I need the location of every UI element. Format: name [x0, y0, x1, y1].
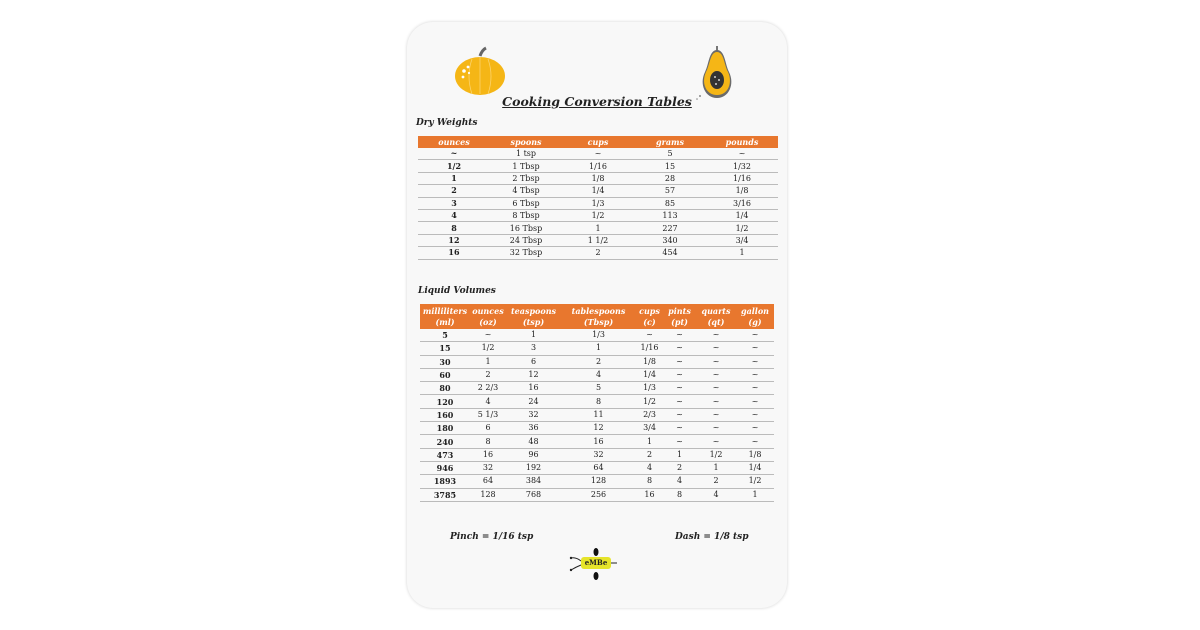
table-cell: ~ — [696, 395, 736, 408]
table-cell: 28 — [634, 172, 706, 184]
table-cell: 227 — [634, 222, 706, 234]
table-cell: 32 — [470, 461, 506, 474]
table-cell: 64 — [561, 461, 636, 474]
table-cell: 57 — [634, 185, 706, 197]
table-cell: ~ — [636, 329, 663, 342]
table-cell: 2 — [663, 461, 696, 474]
table-cell: 80 — [420, 382, 470, 395]
table-cell: ~ — [562, 148, 634, 160]
table-cell: 32 Tbsp — [490, 247, 562, 259]
table-row — [420, 488, 774, 501]
column-header — [696, 304, 736, 329]
dry-weights-heading: Dry Weights — [416, 118, 478, 128]
table-cell: 16 — [418, 247, 490, 259]
table-cell: 8 Tbsp — [490, 209, 562, 221]
column-header-unit: (qt) — [707, 316, 725, 327]
table-cell: 1/2 — [418, 160, 490, 172]
table-cell: 6 Tbsp — [490, 197, 562, 209]
table-cell: 36 — [506, 422, 561, 435]
column-header: grams — [634, 136, 706, 148]
column-header-name: ounces — [472, 305, 504, 316]
table-cell: 454 — [634, 247, 706, 259]
column-header-unit: (oz) — [479, 316, 497, 327]
table-cell: 2 Tbsp — [490, 172, 562, 184]
liquid-volumes-heading: Liquid Volumes — [418, 286, 496, 296]
table-cell: ~ — [696, 422, 736, 435]
table-cell: 113 — [634, 209, 706, 221]
dry-weights-table — [418, 136, 778, 260]
table-cell: 2 — [561, 355, 636, 368]
column-header: pounds — [706, 136, 778, 148]
table-cell: 2 — [470, 368, 506, 381]
table-cell: ~ — [736, 435, 774, 448]
table-cell: 1/4 — [706, 209, 778, 221]
table-cell: 4 — [561, 368, 636, 381]
column-header — [663, 304, 696, 329]
table-cell: 6 — [506, 355, 561, 368]
column-header: spoons — [490, 136, 562, 148]
table-cell: 1/2 — [696, 448, 736, 461]
table-cell: 946 — [420, 461, 470, 474]
table-row — [420, 395, 774, 408]
table-cell: ~ — [696, 435, 736, 448]
table-cell: 8 — [470, 435, 506, 448]
table-cell: 2 — [636, 448, 663, 461]
table-cell: ~ — [663, 355, 696, 368]
table-row — [420, 382, 774, 395]
column-header-name: gallon — [740, 305, 769, 316]
table-cell: 16 Tbsp — [490, 222, 562, 234]
table-cell: 16 — [470, 448, 506, 461]
column-header-unit: (pt) — [671, 316, 688, 327]
table-cell: 1/2 — [706, 222, 778, 234]
table-cell: 4 — [470, 395, 506, 408]
table-cell: 2 — [696, 475, 736, 488]
table-cell: ~ — [696, 329, 736, 342]
table-cell: 85 — [634, 197, 706, 209]
table-cell: 4 — [636, 461, 663, 474]
table-cell: 128 — [470, 488, 506, 501]
table-cell: 8 — [636, 475, 663, 488]
table-cell: ~ — [663, 342, 696, 355]
table-cell: 64 — [470, 475, 506, 488]
table-cell: ~ — [696, 408, 736, 421]
table-cell: 3 — [506, 342, 561, 355]
table-cell: ~ — [736, 408, 774, 421]
table-row — [418, 234, 778, 246]
table-cell: ~ — [736, 329, 774, 342]
table-cell: ~ — [696, 382, 736, 395]
table-cell: 3/4 — [706, 234, 778, 246]
table-cell: 128 — [561, 475, 636, 488]
dash-note: Dash = 1/8 tsp — [675, 532, 749, 542]
table-cell: 1/2 — [736, 475, 774, 488]
table-cell: 1/32 — [706, 160, 778, 172]
table-cell: 8 — [663, 488, 696, 501]
table-cell: 4 — [696, 488, 736, 501]
table-cell: 1/16 — [706, 172, 778, 184]
column-header-unit: (tsp) — [522, 316, 545, 327]
table-cell: ~ — [696, 368, 736, 381]
table-cell: 1/4 — [636, 368, 663, 381]
column-header-name: quarts — [701, 305, 731, 316]
table-cell: 32 — [506, 408, 561, 421]
column-header-unit: (g) — [748, 316, 762, 327]
table-cell: 30 — [420, 355, 470, 368]
table-cell: 5 — [561, 382, 636, 395]
table-cell: 1/8 — [636, 355, 663, 368]
column-header-name: cups — [639, 305, 660, 316]
table-cell: ~ — [663, 329, 696, 342]
table-cell: 15 — [420, 342, 470, 355]
column-header — [636, 304, 663, 329]
liquid-volumes-table — [420, 304, 774, 502]
table-cell: 340 — [634, 234, 706, 246]
table-cell: 11 — [561, 408, 636, 421]
table-cell: ~ — [706, 148, 778, 160]
table-cell: 4 — [663, 475, 696, 488]
table-cell: ~ — [736, 382, 774, 395]
table-cell: 5 — [420, 329, 470, 342]
logo-text: eMBe — [581, 557, 611, 569]
column-header — [420, 304, 470, 329]
table-row — [418, 209, 778, 221]
column-header-name: teaspoons — [510, 305, 557, 316]
table-row — [420, 475, 774, 488]
table-cell: 1 — [736, 488, 774, 501]
column-header: ounces — [418, 136, 490, 148]
table-row — [418, 160, 778, 172]
table-cell: 1 — [562, 222, 634, 234]
table-cell: 3/4 — [636, 422, 663, 435]
table-cell: 1/8 — [706, 185, 778, 197]
table-row — [420, 448, 774, 461]
table-cell: 12 — [418, 234, 490, 246]
table-cell: ~ — [418, 148, 490, 160]
table-cell: 1/8 — [736, 448, 774, 461]
table-cell: 120 — [420, 395, 470, 408]
table-cell: 1 — [470, 355, 506, 368]
table-row — [420, 422, 774, 435]
table-cell: 4 Tbsp — [490, 185, 562, 197]
table-cell: 1893 — [420, 475, 470, 488]
table-row — [420, 355, 774, 368]
table-cell: 1/3 — [562, 197, 634, 209]
table-cell: ~ — [696, 355, 736, 368]
table-cell: 16 — [561, 435, 636, 448]
table-cell: 1/2 — [470, 342, 506, 355]
table-cell: 8 — [418, 222, 490, 234]
table-row — [420, 368, 774, 381]
column-header — [470, 304, 506, 329]
table-cell: ~ — [736, 368, 774, 381]
table-cell: 4 — [418, 209, 490, 221]
table-cell: 5 1/3 — [470, 408, 506, 421]
table-cell: 1/2 — [636, 395, 663, 408]
table-cell: 96 — [506, 448, 561, 461]
table-cell: 6 — [470, 422, 506, 435]
table-cell: 32 — [561, 448, 636, 461]
table-cell: 48 — [506, 435, 561, 448]
table-cell: 5 — [634, 148, 706, 160]
table-cell: ~ — [736, 342, 774, 355]
table-cell: 1 — [418, 172, 490, 184]
table-cell: 384 — [506, 475, 561, 488]
column-header-name: pints — [668, 305, 691, 316]
table-cell: 15 — [634, 160, 706, 172]
column-header — [561, 304, 636, 329]
table-cell: 1 — [506, 329, 561, 342]
table-cell: ~ — [663, 382, 696, 395]
table-cell: 180 — [420, 422, 470, 435]
table-cell: 8 — [561, 395, 636, 408]
table-cell: ~ — [663, 422, 696, 435]
table-row — [418, 197, 778, 209]
embe-bee-logo — [567, 546, 627, 582]
page-title: Cooking Conversion Tables — [502, 94, 692, 109]
column-header-unit: (ml) — [435, 316, 455, 327]
table-cell: 473 — [420, 448, 470, 461]
table-cell: 256 — [561, 488, 636, 501]
table-cell: 1 — [636, 435, 663, 448]
table-cell: ~ — [663, 395, 696, 408]
table-cell: ~ — [663, 368, 696, 381]
table-cell: 160 — [420, 408, 470, 421]
table-row — [420, 342, 774, 355]
table-cell: 2 — [562, 247, 634, 259]
table-cell: 1 tsp — [490, 148, 562, 160]
table-cell: ~ — [736, 395, 774, 408]
table-cell: 768 — [506, 488, 561, 501]
table-cell: 24 — [506, 395, 561, 408]
table-cell: 1 — [663, 448, 696, 461]
column-header-name: milliliters — [422, 305, 468, 316]
pumpkin-icon — [452, 44, 508, 96]
table-cell: 1 — [561, 342, 636, 355]
table-cell: ~ — [736, 422, 774, 435]
table-cell: 2/3 — [636, 408, 663, 421]
column-header-unit: (c) — [643, 316, 656, 327]
table-cell: ~ — [470, 329, 506, 342]
table-cell: 1/8 — [562, 172, 634, 184]
table-cell: 16 — [506, 382, 561, 395]
table-cell: 60 — [420, 368, 470, 381]
column-header-unit: (Tbsp) — [583, 316, 614, 327]
table-row — [418, 222, 778, 234]
table-cell: 1/2 — [562, 209, 634, 221]
table-row — [420, 408, 774, 421]
table-row — [418, 172, 778, 184]
table-cell: 2 — [418, 185, 490, 197]
table-cell: 1/16 — [636, 342, 663, 355]
table-cell: 16 — [636, 488, 663, 501]
conversion-magnet-card — [407, 22, 787, 608]
table-cell: 24 Tbsp — [490, 234, 562, 246]
table-cell: 12 — [506, 368, 561, 381]
table-cell: ~ — [696, 342, 736, 355]
table-row — [420, 435, 774, 448]
table-row — [418, 185, 778, 197]
table-cell: 3785 — [420, 488, 470, 501]
table-cell: 192 — [506, 461, 561, 474]
table-row — [420, 329, 774, 342]
table-cell: ~ — [663, 408, 696, 421]
table-cell: 1/4 — [736, 461, 774, 474]
table-cell: 240 — [420, 435, 470, 448]
table-row — [420, 461, 774, 474]
table-cell: 1/4 — [562, 185, 634, 197]
table-cell: 1/3 — [561, 329, 636, 342]
column-header — [736, 304, 774, 329]
table-cell: 3 — [418, 197, 490, 209]
table-cell: 3/16 — [706, 197, 778, 209]
table-cell: 1 Tbsp — [490, 160, 562, 172]
column-header — [506, 304, 561, 329]
table-cell: 1/3 — [636, 382, 663, 395]
table-cell: 1 — [696, 461, 736, 474]
table-cell: 1 — [706, 247, 778, 259]
table-cell: ~ — [663, 435, 696, 448]
table-row — [418, 148, 778, 160]
column-header-name: tablespoons — [571, 305, 626, 316]
table-cell: 1 1/2 — [562, 234, 634, 246]
column-header: cups — [562, 136, 634, 148]
table-cell: 2 2/3 — [470, 382, 506, 395]
table-cell: ~ — [736, 355, 774, 368]
table-cell: 12 — [561, 422, 636, 435]
table-cell: 1/16 — [562, 160, 634, 172]
pinch-note: Pinch = 1/16 tsp — [450, 532, 534, 542]
table-row — [418, 247, 778, 259]
